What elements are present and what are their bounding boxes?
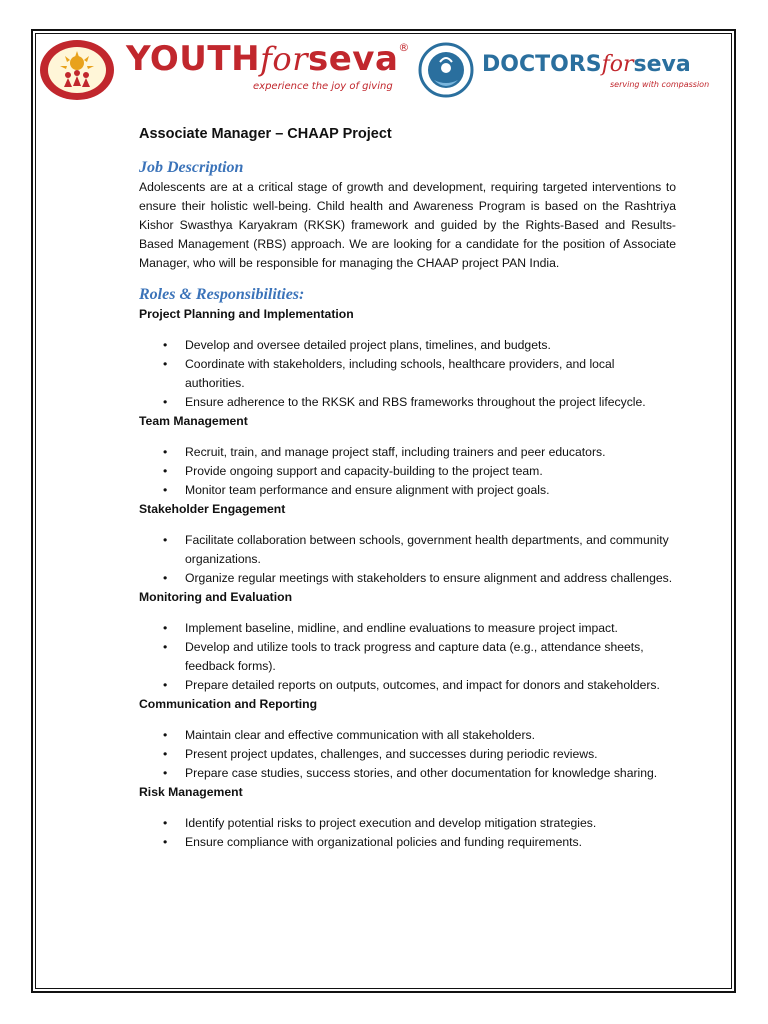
list-item-text: Prepare detailed reports on outputs, outcomes, and impact for donors and stakeholders. bbox=[185, 678, 660, 692]
bullet-icon: • bbox=[163, 678, 168, 692]
list-item bbox=[139, 462, 676, 481]
list-item bbox=[139, 726, 676, 745]
role-section-title: Stakeholder Engagement bbox=[139, 502, 286, 516]
role-section bbox=[139, 588, 676, 695]
bullet-icon: • bbox=[163, 728, 168, 742]
doctors-for-seva-emblem-icon bbox=[418, 40, 474, 98]
list-item bbox=[139, 833, 676, 852]
list-item-text: Implement baseline, midline, and endline evaluations to measure project impact. bbox=[185, 621, 618, 635]
list-item bbox=[139, 619, 676, 638]
role-section-title: Project Planning and Implementation bbox=[139, 307, 354, 321]
bullet-list bbox=[139, 726, 676, 783]
list-item bbox=[139, 569, 676, 588]
list-item-text: Monitor team performance and ensure alignment with project goals. bbox=[185, 483, 550, 497]
list-item-text: Develop and utilize tools to track progress and capture data (e.g., attendance sheets, feedback forms). bbox=[185, 640, 644, 673]
role-section bbox=[139, 695, 676, 783]
list-item-text: Identify potential risks to project execution and develop mitigation strategies. bbox=[185, 816, 597, 830]
bullet-icon: • bbox=[163, 338, 168, 352]
role-section bbox=[139, 783, 676, 852]
job-description-text: Adolescents are at a critical stage of growth and development, requiring targeted interventions to ensure their holistic well-being. Child health and Awareness Program is based on the Rashtriya Kishor Swasthya Karyakram (RKSK) framework and guided by the Rights-Based and Results-Based Management (RBS) approach. We are looking for a candidate for the position of Associate Manager, who will be responsible for managing the CHAAP project PAN India. bbox=[139, 180, 676, 270]
list-item-text: Prepare case studies, success stories, and other documentation for knowledge sharing. bbox=[185, 766, 658, 780]
youth-for-seva-emblem-icon bbox=[38, 39, 116, 101]
list-item bbox=[139, 355, 676, 393]
bullet-icon: • bbox=[163, 640, 168, 654]
youth-for-seva-wordmark: YOUTHforseva® bbox=[126, 39, 410, 79]
list-item bbox=[139, 745, 676, 764]
list-item-text: Coordinate with stakeholders, including schools, healthcare providers, and local authorities. bbox=[185, 357, 615, 390]
doctors-for-seva-logo bbox=[418, 40, 718, 100]
list-item-text: Organize regular meetings with stakeholders to ensure alignment and address challenges. bbox=[185, 571, 673, 585]
list-item-text: Facilitate collaboration between schools, government health departments, and community organizations. bbox=[185, 533, 669, 566]
bullet-list bbox=[139, 814, 676, 852]
page-title: Associate Manager – CHAAP Project bbox=[139, 126, 392, 142]
list-item-text: Ensure compliance with organizational policies and funding requirements. bbox=[185, 835, 582, 849]
bullet-icon: • bbox=[163, 483, 168, 497]
bullet-icon: • bbox=[163, 571, 168, 585]
bullet-icon: • bbox=[163, 621, 168, 635]
bullet-icon: • bbox=[163, 533, 168, 547]
role-section bbox=[139, 500, 676, 588]
role-section bbox=[139, 305, 676, 412]
list-item bbox=[139, 638, 676, 676]
bullet-list bbox=[139, 531, 676, 588]
role-section bbox=[139, 412, 676, 500]
bullet-list bbox=[139, 443, 676, 500]
role-section-title: Monitoring and Evaluation bbox=[139, 590, 293, 604]
bullet-icon: • bbox=[163, 747, 168, 761]
list-item bbox=[139, 481, 676, 500]
list-item bbox=[139, 443, 676, 462]
bullet-icon: • bbox=[163, 357, 168, 371]
youth-for-seva-tagline: experience the joy of giving bbox=[253, 81, 393, 92]
role-section-title: Team Management bbox=[139, 414, 248, 428]
list-item-text: Maintain clear and effective communication with all stakeholders. bbox=[185, 728, 536, 742]
list-item-text: Develop and oversee detailed project plans, timelines, and budgets. bbox=[185, 338, 551, 352]
bullet-icon: • bbox=[163, 766, 168, 780]
list-item-text: Ensure adherence to the RKSK and RBS frameworks throughout the project lifecycle. bbox=[185, 395, 646, 409]
youth-for-seva-logo bbox=[38, 37, 408, 103]
list-item bbox=[139, 764, 676, 783]
bullet-list bbox=[139, 619, 676, 695]
bullet-icon: • bbox=[163, 464, 168, 478]
bullet-list bbox=[139, 336, 676, 412]
bullet-icon: • bbox=[163, 816, 168, 830]
roles-sections bbox=[139, 305, 676, 852]
document-body bbox=[139, 124, 676, 852]
roles-heading: Roles & Responsibilities: bbox=[139, 286, 305, 303]
list-item-text: Recruit, train, and manage project staff, including trainers and peer educators. bbox=[185, 445, 606, 459]
doctors-for-seva-wordmark: DOCTORSforseva bbox=[482, 52, 691, 77]
job-description-heading: Job Description bbox=[139, 159, 244, 176]
list-item bbox=[139, 676, 676, 695]
list-item-text: Provide ongoing support and capacity-building to the project team. bbox=[185, 464, 543, 478]
bullet-icon: • bbox=[163, 445, 168, 459]
role-section-title: Risk Management bbox=[139, 785, 243, 799]
role-section-title: Communication and Reporting bbox=[139, 697, 318, 711]
list-item bbox=[139, 393, 676, 412]
list-item bbox=[139, 336, 676, 355]
list-item bbox=[139, 531, 676, 569]
list-item-text: Present project updates, challenges, and successes during periodic reviews. bbox=[185, 747, 598, 761]
bullet-icon: • bbox=[163, 835, 168, 849]
bullet-icon: • bbox=[163, 395, 168, 409]
doctors-for-seva-tagline: serving with compassion bbox=[610, 80, 710, 89]
list-item bbox=[139, 814, 676, 833]
